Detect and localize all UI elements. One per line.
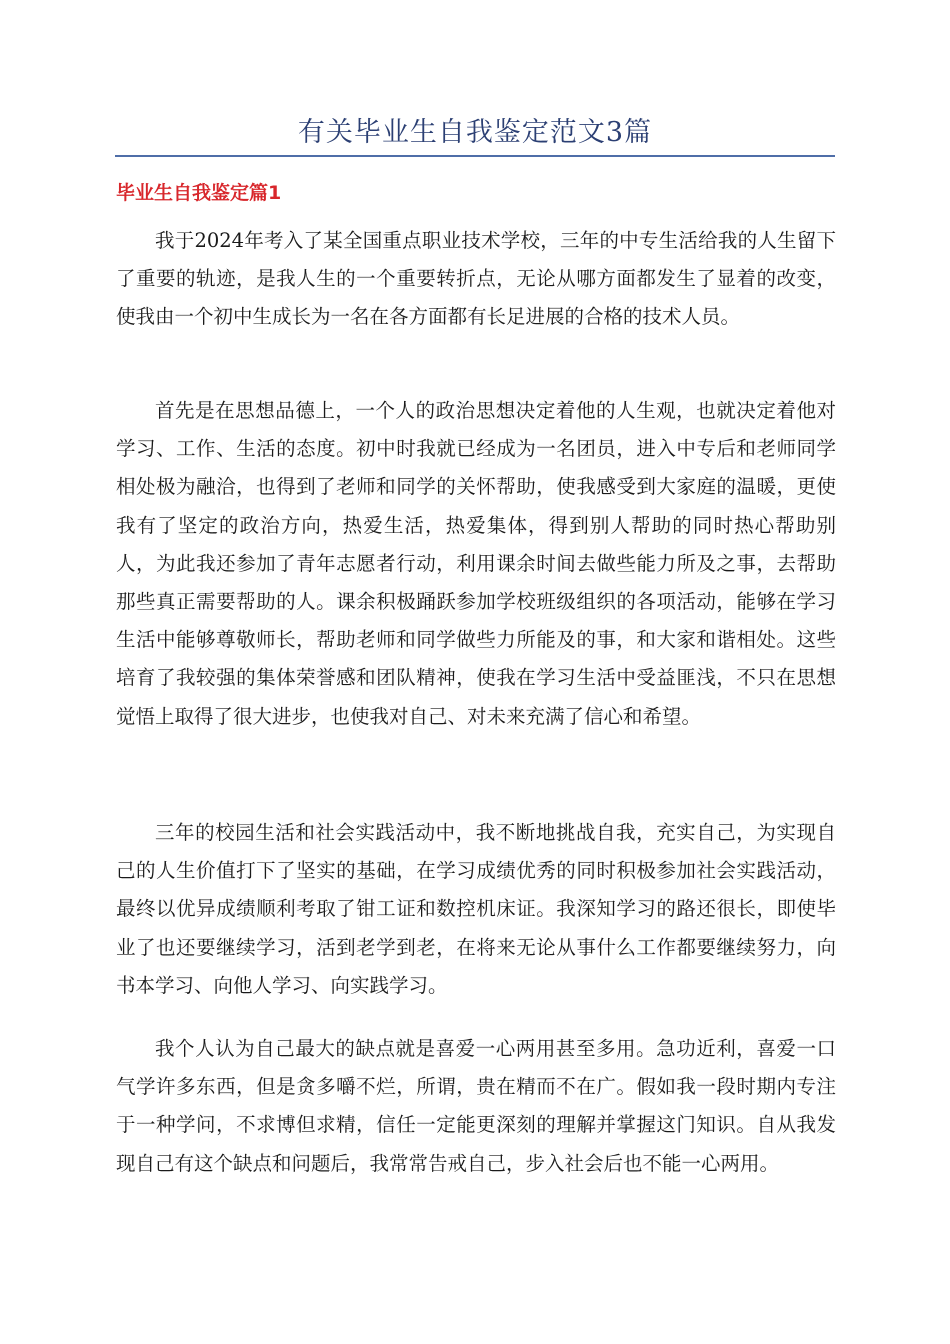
document-title: 有关毕业生自我鉴定范文3篇 <box>297 117 653 148</box>
paragraph-3: 三年的校园生活和社会实践活动中，我不断地挑战自我，充实自己，为实现自己的人生价值打下了坚实的基础，在学习成绩优秀的同时积极参加社会实践活动，最终以优异成绩顺利考取了钳工证和数控机床证。我深知学习的路还很长，即使毕业了也还要继续学习，活到老学到老，在将来无论从事什么工作都要继续努力，向书本学习、向他人学习、向实践学习。 <box>116 821 836 997</box>
paragraph-4: 我个人认为自己最大的缺点就是喜爱一心两用甚至多用。急功近利，喜爱一口气学许多东西，但是贪多嚼不烂，所谓，贵在精而不在广。假如我一段时期内专注于一种学问，不求博但求精，信任一定能更深刻的理解并掌握这门知识。自从我发现自己有这个缺点和问题后，我常常告戒自己，步入社会后也不能一心两用。 <box>116 1037 836 1175</box>
paragraph-1: 我于2024年考入了某全国重点职业技术学校，三年的中专生活给我的人生留下了重要的轨迹，是我人生的一个重要转折点，无论从哪方面都发生了显着的改变，使我由一个初中生成长为一名在各方面都有长足进展的合格的技术人员。 <box>116 229 836 329</box>
section-heading: 毕业生自我鉴定篇1 <box>116 182 282 204</box>
title-underline <box>115 155 835 157</box>
paragraph-2: 首先是在思想品德上，一个人的政治思想决定着他的人生观，也就决定着他对学习、工作、生活的态度。初中时我就已经成为一名团员，进入中专后和老师同学相处极为融洽，也得到了老师和同学的关怀帮助，使我感受到大家庭的温暖，更使我有了坚定的政治方向，热爱生活，热爱集体，得到别人帮助的同时热心帮助别人，为此我还参加了青年志愿者行动，利用课余时间去做些能力所及之事，去帮助那些真正需要帮助的人。课余积极踊跃参加学校班级组织的各项活动，能够在学习生活中能够尊敬师长，帮助老师和同学做些力所能及的事，和大家和谐相处。这些培育了我较强的集体荣誉感和团队精神，使我在学习生活中受益匪浅，不只在思想觉悟上取得了很大进步，也使我对自己、对未来充满了信心和希望。 <box>116 399 836 728</box>
